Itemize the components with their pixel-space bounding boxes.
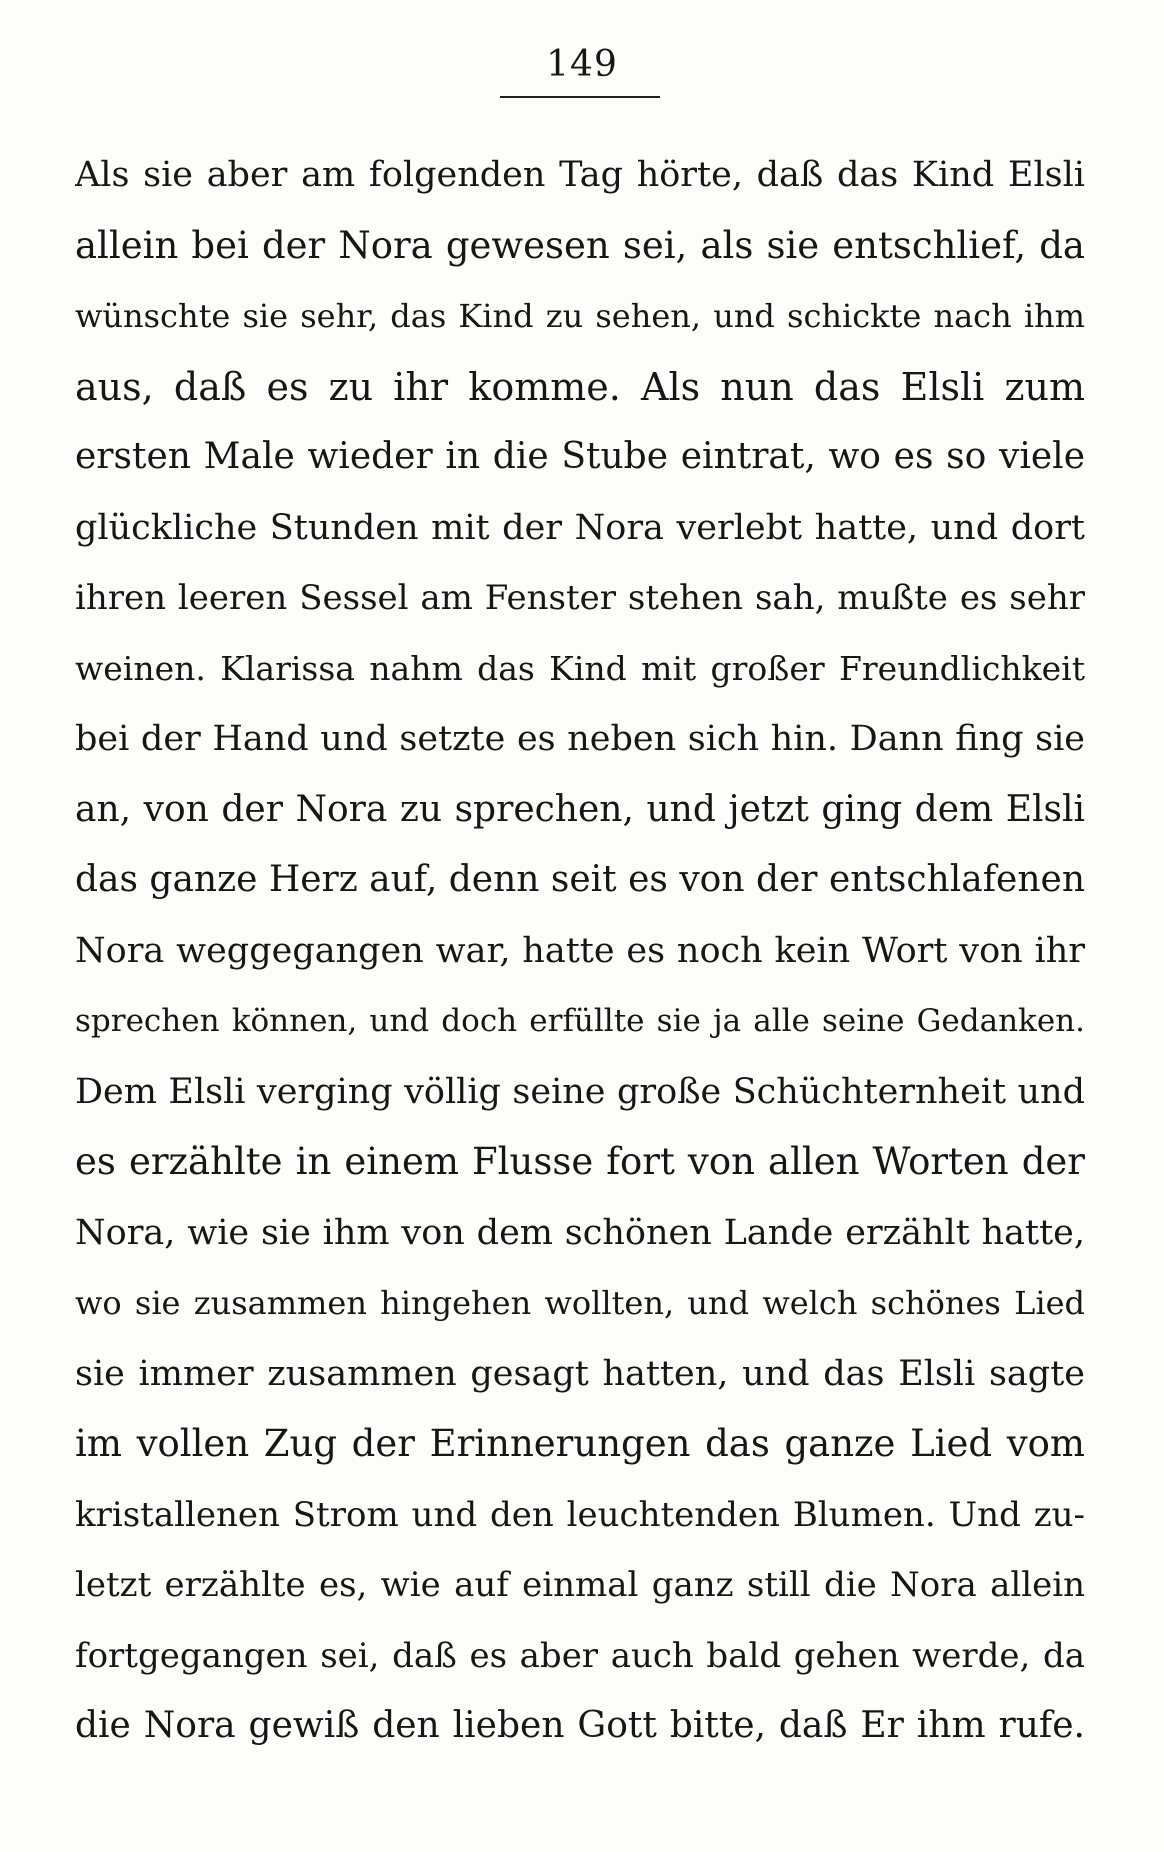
text-line: die Nora gewiß den lieben Gott bitte, daß Er ihm rufe. [75, 1705, 1085, 1746]
text-line: das ganze Herz auf, denn seit es von der entschlafenen [75, 859, 1085, 900]
text-line: Nora, wie sie ihm von dem schönen Lande erzählt hatte, [75, 1212, 1085, 1253]
text-line: wünschte sie sehr, das Kind zu sehen, und schickte nach ihm [75, 297, 1085, 335]
page-number: 149 [546, 44, 618, 85]
text-line: ihren leeren Sessel am Fenster stehen sah, mußte es sehr [75, 578, 1085, 618]
text-line: Nora weggegangen war, hatte es noch kein Wort von ihr [75, 930, 1085, 971]
text-line: sprechen können, und doch erfüllte sie ja alle seine Gedanken. [75, 1003, 1085, 1039]
text-line: ersten Male wieder in die Stube eintrat, wo es so viele [75, 436, 1085, 477]
text-line: fortgegangen sei, daß es aber auch bald gehen werde, da [75, 1635, 1085, 1676]
text-line: kristallenen Strom und den leuchtenden Blumen. Und zu- [75, 1494, 1085, 1535]
text-line: allein bei der Nora gewesen sei, als sie entschlief, da [75, 223, 1085, 267]
text-line: Dem Elsli verging völlig seine große Schüchternheit und [75, 1071, 1085, 1112]
text-line: Als sie aber am folgenden Tag hörte, daß das Kind Elsli [75, 155, 1085, 195]
text-line: im vollen Zug der Erinnerungen das ganze Lied vom [75, 1422, 1085, 1465]
text-line: wo sie zusammen hingehen wollten, und welch schönes Lied [75, 1284, 1085, 1322]
text-line: aus, daß es zu ihr komme. Als nun das Elsli zum [75, 364, 1085, 409]
text-line: es erzählte in einem Flusse fort von allen Worten der [75, 1140, 1085, 1183]
text-line: glückliche Stunden mit der Nora verlebt hatte, und dort [75, 507, 1085, 548]
body-text [75, 140, 1085, 1762]
text-line: bei der Hand und setzte es neben sich hin. Dann fing sie [75, 719, 1085, 759]
text-line: weinen. Klarissa nahm das Kind mit großer Freundlichkeit [75, 648, 1085, 688]
page-number-rule [500, 96, 660, 98]
text-line: sie immer zusammen gesagt hatten, und das Elsli sagte [75, 1353, 1085, 1394]
text-line: an, von der Nora zu sprechen, und jetzt ging dem Elsli [75, 788, 1085, 830]
text-line: letzt erzählte es, wie auf einmal ganz still die Nora allein [75, 1565, 1085, 1605]
